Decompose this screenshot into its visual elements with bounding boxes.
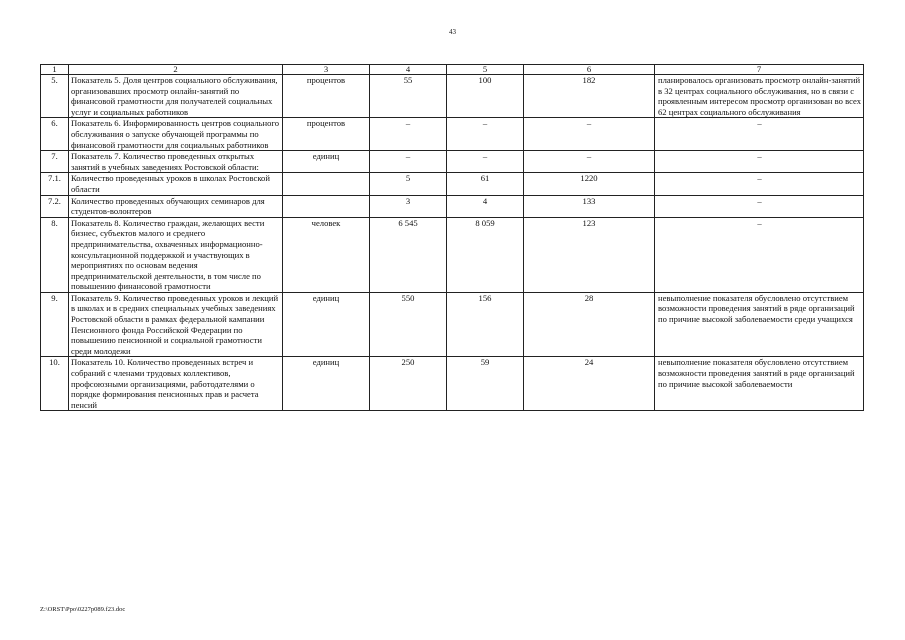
indicator-name: Показатель 8. Количество граждан, желающих вести бизнес, субъектов малого и среднего предпринимательства, охваченных информационно-консультационной поддержкой и участвующих в мероприятиях по основам ведения предпринимательской деятельности, в том числе по повышению финансовой грамотности <box>69 217 283 292</box>
value-col6: 182 <box>524 75 655 118</box>
file-path: Z:\ORST\Ppo\0227p089.f23.doc <box>40 606 126 613</box>
unit-cell: единиц <box>283 357 370 411</box>
value-col6: – <box>524 151 655 173</box>
row-number: 8. <box>41 217 69 292</box>
value-col6: 28 <box>524 292 655 357</box>
note-cell: невыполнение показателя обусловлено отсутствием возможности проведения занятий в ряде организаций по причине высокой заболеваемости среди учащихся <box>655 292 864 357</box>
value-col4: 3 <box>370 195 447 217</box>
value-col4: 6 545 <box>370 217 447 292</box>
column-header-7: 7 <box>655 65 864 75</box>
note-cell: невыполнение показателя обусловлено отсутствием возможности проведения занятий в ряде организаций по причине высокой заболеваемости <box>655 357 864 411</box>
note-cell: – <box>655 173 864 195</box>
indicator-name: Количество проведенных уроков в школах Ростовской области <box>69 173 283 195</box>
unit-cell <box>283 195 370 217</box>
column-header-5: 5 <box>447 65 524 75</box>
unit-cell: единиц <box>283 292 370 357</box>
column-header-1: 1 <box>41 65 69 75</box>
indicator-name: Количество проведенных обучающих семинаров для студентов-волонтеров <box>69 195 283 217</box>
value-col6: – <box>524 118 655 151</box>
value-col5: 61 <box>447 173 524 195</box>
table-row <box>41 173 864 195</box>
row-number: 7.1. <box>41 173 69 195</box>
table-row <box>41 357 864 411</box>
unit-cell: процентов <box>283 118 370 151</box>
value-col4: – <box>370 118 447 151</box>
value-col5: 156 <box>447 292 524 357</box>
note-cell: планировалось организовать просмотр онлайн-занятий в 32 центрах социального обслуживания, но в связи с проявленным интересом просмотр организован во всех 62 центрах социального обслуживания <box>655 75 864 118</box>
note-cell: – <box>655 217 864 292</box>
indicator-name: Показатель 7. Количество проведенных открытых занятий в учебных заведениях Ростовской области: <box>69 151 283 173</box>
note-cell: – <box>655 151 864 173</box>
row-number: 7.2. <box>41 195 69 217</box>
row-number: 7. <box>41 151 69 173</box>
row-number: 10. <box>41 357 69 411</box>
indicator-name: Показатель 6. Информированность центров социального обслуживания о запуске обучающей программы по финансовой грамотности для социальных работников <box>69 118 283 151</box>
value-col6: 133 <box>524 195 655 217</box>
column-header-2: 2 <box>69 65 283 75</box>
unit-cell: единиц <box>283 151 370 173</box>
note-cell: – <box>655 118 864 151</box>
column-header-3: 3 <box>283 65 370 75</box>
unit-cell: процентов <box>283 75 370 118</box>
value-col5: 100 <box>447 75 524 118</box>
column-header-4: 4 <box>370 65 447 75</box>
header-row <box>41 65 864 75</box>
row-number: 9. <box>41 292 69 357</box>
table-row <box>41 292 864 357</box>
row-number: 5. <box>41 75 69 118</box>
unit-cell: человек <box>283 217 370 292</box>
note-cell: – <box>655 195 864 217</box>
table-row <box>41 217 864 292</box>
indicator-name: Показатель 5. Доля центров социального обслуживания, организовавших просмотр онлайн-занятий по финансовой грамотности для получателей социальных услуг и социальных работников <box>69 75 283 118</box>
value-col5: 59 <box>447 357 524 411</box>
value-col4: 250 <box>370 357 447 411</box>
value-col5: – <box>447 151 524 173</box>
value-col6: 123 <box>524 217 655 292</box>
table-row <box>41 75 864 118</box>
value-col5: – <box>447 118 524 151</box>
table-row <box>41 195 864 217</box>
table-row <box>41 151 864 173</box>
value-col4: 55 <box>370 75 447 118</box>
value-col6: 1220 <box>524 173 655 195</box>
page-number: 43 <box>449 28 456 36</box>
row-number: 6. <box>41 118 69 151</box>
value-col6: 24 <box>524 357 655 411</box>
column-header-6: 6 <box>524 65 655 75</box>
value-col5: 4 <box>447 195 524 217</box>
indicators-table <box>40 64 864 411</box>
indicator-name: Показатель 10. Количество проведенных встреч и собраний с членами трудовых коллективов, профсоюзными организациями, работодателями о порядке формирования пенсионных прав и расчета пенсий <box>69 357 283 411</box>
unit-cell <box>283 173 370 195</box>
value-col4: – <box>370 151 447 173</box>
value-col4: 5 <box>370 173 447 195</box>
indicator-name: Показатель 9. Количество проведенных уроков и лекций в школах и в средних специальных учебных заведениях Ростовской области в рамках федеральной кампании Пенсионного фонда Российской Федерации по повышению пенсионной и социальной грамотности среди молодежи <box>69 292 283 357</box>
table-row <box>41 118 864 151</box>
value-col4: 550 <box>370 292 447 357</box>
value-col5: 8 059 <box>447 217 524 292</box>
